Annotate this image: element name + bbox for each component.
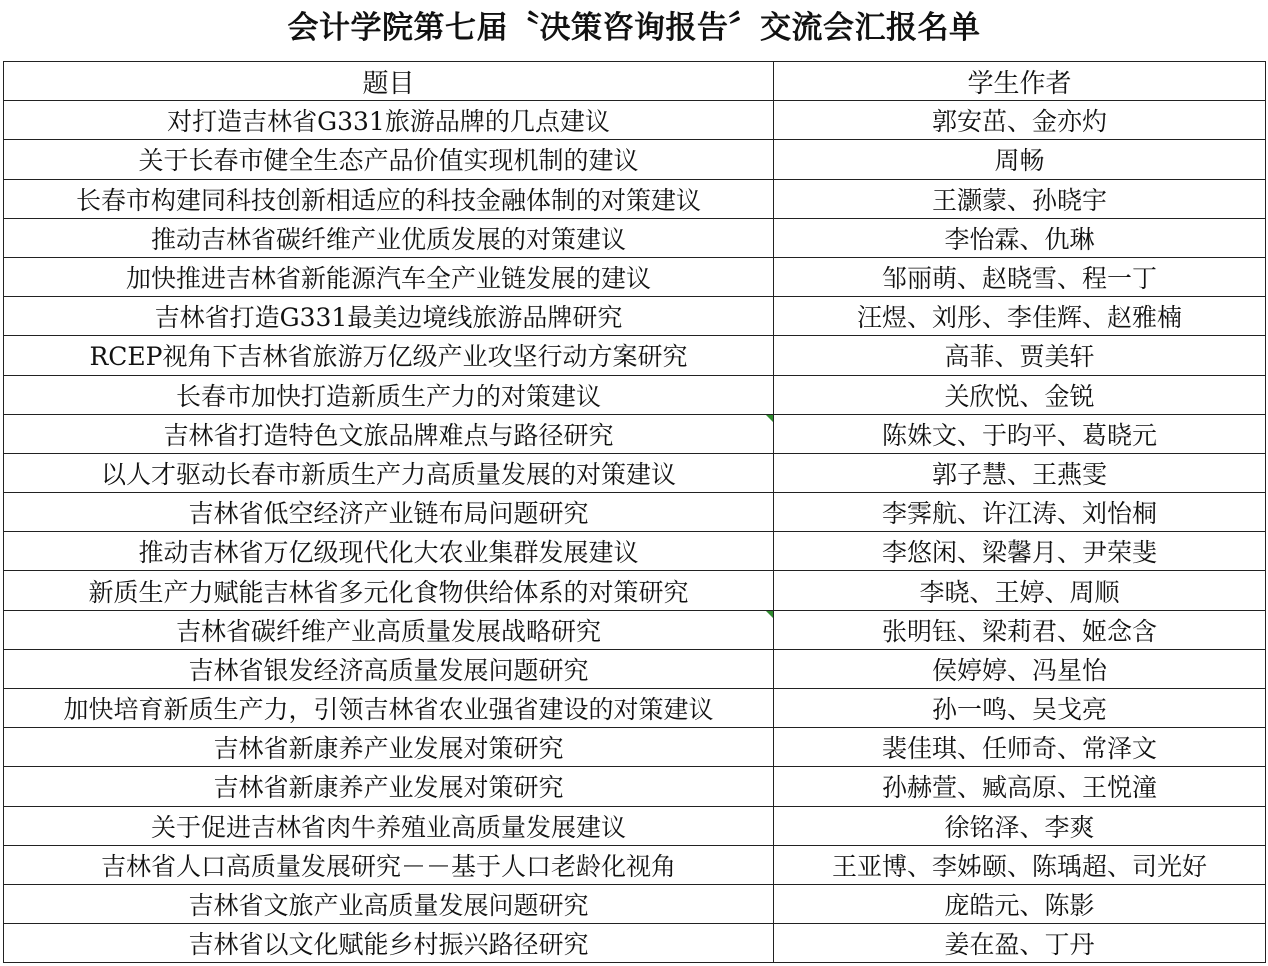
student-authors-cell: 姜在盈、丁丹	[774, 924, 1266, 963]
cell-comment-indicator-icon	[766, 611, 773, 618]
report-title-cell	[4, 845, 774, 884]
table-row	[4, 884, 1266, 923]
document-title: 会计学院第七届〝决策咨询报告〞交流会汇报名单	[287, 10, 981, 46]
table-row	[4, 140, 1266, 179]
student-authors-cell: 周畅	[774, 140, 1266, 179]
student-authors-cell: 徐铭泽、李爽	[774, 806, 1266, 845]
student-authors-cell: 孙一鸣、吴戈亮	[774, 689, 1266, 728]
column-header-title: 题目	[4, 62, 774, 101]
table-row	[4, 453, 1266, 492]
report-title-cell	[4, 101, 774, 140]
table-row	[4, 101, 1266, 140]
report-title-cell	[4, 532, 774, 571]
student-authors-cell: 郭安茁、金亦灼	[774, 101, 1266, 140]
report-title-cell	[4, 649, 774, 688]
student-authors-cell: 李霁航、许江涛、刘怡桐	[774, 493, 1266, 532]
report-title-cell	[4, 767, 774, 806]
column-header-authors: 学生作者	[774, 62, 1266, 101]
report-title-cell	[4, 375, 774, 414]
report-title-text: 吉林省文旅产业高质量发展问题研究	[188, 891, 589, 921]
table-row	[4, 375, 1266, 414]
report-title-text: 吉林省打造特色文旅品牌难点与路径研究	[163, 420, 614, 450]
table-header-row	[4, 62, 1266, 101]
report-title-cell	[4, 806, 774, 845]
report-title-cell	[4, 884, 774, 923]
report-title-cell	[4, 728, 774, 767]
student-authors-cell: 李怡霖、仇琳	[774, 218, 1266, 257]
student-authors-cell: 张明钰、梁莉君、姬念含	[774, 610, 1266, 649]
table-row	[4, 571, 1266, 610]
cell-comment-indicator-icon	[766, 415, 773, 422]
report-title-cell	[4, 297, 774, 336]
student-authors-cell: 汪煜、刘彤、李佳辉、赵雅楠	[774, 297, 1266, 336]
report-title-text: 吉林省低空经济产业链布局问题研究	[188, 499, 589, 529]
report-title-text: 吉林省以文化赋能乡村振兴路径研究	[188, 930, 589, 960]
table-row	[4, 924, 1266, 963]
report-title-text: 加快推进吉林省新能源汽车全产业链发展的建议	[125, 264, 651, 294]
table-row	[4, 179, 1266, 218]
table-row	[4, 336, 1266, 375]
student-authors-cell: 高菲、贾美轩	[774, 336, 1266, 375]
table-row	[4, 610, 1266, 649]
student-authors-cell: 裴佳琪、任师奇、常泽文	[774, 728, 1266, 767]
report-title-text: 吉林省新康养产业发展对策研究	[213, 734, 564, 764]
student-authors-cell: 侯婷婷、冯星怡	[774, 649, 1266, 688]
student-authors-cell: 关欣悦、金锐	[774, 375, 1266, 414]
report-title-text: 吉林省碳纤维产业高质量发展战略研究	[175, 616, 601, 646]
report-title-cell	[4, 414, 774, 453]
table-row	[4, 297, 1266, 336]
report-title-text: 关于促进吉林省肉牛养殖业高质量发展建议	[150, 812, 626, 842]
report-title-cell	[4, 610, 774, 649]
report-roster-table	[3, 61, 1266, 963]
report-title-text: 推动吉林省万亿级现代化大农业集群发展建议	[138, 538, 639, 568]
table-row	[4, 806, 1266, 845]
table-row	[4, 689, 1266, 728]
student-authors-cell: 李晓、王婷、周顺	[774, 571, 1266, 610]
student-authors-cell: 李悠闲、梁馨月、尹荣斐	[774, 532, 1266, 571]
report-title-cell	[4, 179, 774, 218]
student-authors-cell: 邹丽萌、赵晓雪、程一丁	[774, 257, 1266, 296]
student-authors-cell: 王灏蒙、孙晓宇	[774, 179, 1266, 218]
report-title-cell	[4, 924, 774, 963]
report-title-text: 以人才驱动长春市新质生产力高质量发展的对策建议	[100, 459, 676, 489]
report-title-text: 新质生产力赋能吉林省多元化食物供给体系的对策研究	[88, 577, 689, 607]
table-row	[4, 845, 1266, 884]
report-title-cell	[4, 453, 774, 492]
report-title-cell	[4, 140, 774, 179]
student-authors-cell: 郭子慧、王燕雯	[774, 453, 1266, 492]
table-row	[4, 493, 1266, 532]
table-row	[4, 218, 1266, 257]
student-authors-cell: 陈姝文、于昀平、葛晓元	[774, 414, 1266, 453]
report-title-text: 吉林省打造G331最美边境线旅游品牌研究	[154, 303, 623, 333]
report-title-cell	[4, 689, 774, 728]
student-authors-cell: 王亚博、李姊颐、陈瑀超、司光好	[774, 845, 1266, 884]
table-body	[4, 101, 1266, 963]
report-title-text: 长春市构建同科技创新相适应的科技金融体制的对策建议	[75, 185, 701, 215]
report-title-cell	[4, 493, 774, 532]
report-title-cell	[4, 218, 774, 257]
report-title-text: 对打造吉林省G331旅游品牌的几点建议	[167, 107, 610, 137]
report-title-cell	[4, 336, 774, 375]
report-title-text: 吉林省银发经济高质量发展问题研究	[188, 655, 589, 685]
student-authors-cell: 孙赫萱、臧高原、王悦潼	[774, 767, 1266, 806]
report-title-text: RCEP视角下吉林省旅游万亿级产业攻坚行动方案研究	[89, 342, 688, 372]
table-row	[4, 414, 1266, 453]
table-row	[4, 257, 1266, 296]
report-title-text: 推动吉林省碳纤维产业优质发展的对策建议	[150, 224, 626, 254]
table-row	[4, 649, 1266, 688]
table-row	[4, 767, 1266, 806]
report-title-cell	[4, 257, 774, 296]
report-title-text: 长春市加快打造新质生产力的对策建议	[175, 381, 601, 411]
table-row	[4, 532, 1266, 571]
student-authors-cell: 庞皓元、陈影	[774, 884, 1266, 923]
report-title-cell	[4, 571, 774, 610]
report-title-text: 加快培育新质生产力，引领吉林省农业强省建设的对策建议	[63, 695, 714, 725]
report-title-text: 吉林省新康养产业发展对策研究	[213, 773, 564, 803]
table-row	[4, 728, 1266, 767]
report-title-text: 关于长春市健全生态产品价值实现机制的建议	[138, 146, 639, 176]
report-title-text: 吉林省人口高质量发展研究－－基于人口老龄化视角	[100, 851, 676, 881]
